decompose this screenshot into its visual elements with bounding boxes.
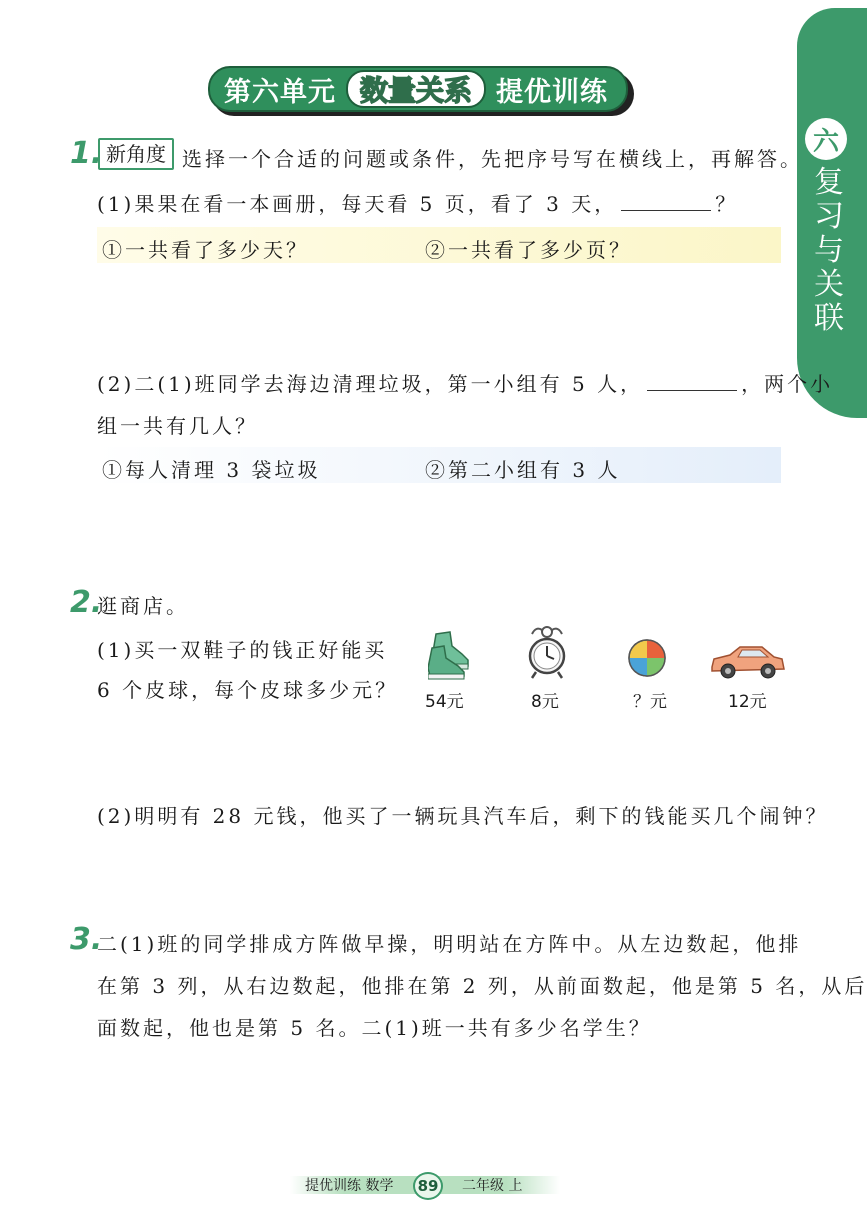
q1-part2-option2: ②第二小组有 3 人 bbox=[425, 458, 621, 482]
ball-price: ？元 bbox=[633, 692, 667, 712]
answer-blank[interactable] bbox=[621, 192, 711, 211]
q1-prompt: 选择一个合适的问题或条件，先把序号写在横线上，再解答。 bbox=[182, 147, 803, 171]
question-number-1: 1 . bbox=[70, 136, 102, 171]
q3-line1: 二(1)班的同学排成方阵做早操，明明站在方阵中。从左边数起，他排 bbox=[97, 932, 802, 956]
q1-part2-text-cont: 组一共有几人？ bbox=[97, 414, 258, 438]
page-header-banner bbox=[208, 67, 628, 111]
page-title: 提优训练 bbox=[496, 76, 609, 108]
ball-icon bbox=[627, 638, 667, 678]
q1-part1-option1: ①一共看了多少天？ bbox=[102, 238, 309, 262]
q1-part2-text: (2)二(1)班同学去海边清理垃圾，第一小组有 5 人， ，两个小 bbox=[97, 372, 834, 396]
q1-part1-option2: ②一共看了多少页？ bbox=[425, 238, 632, 262]
page-number: 89 bbox=[413, 1172, 443, 1200]
answer-blank[interactable] bbox=[647, 372, 737, 391]
q2-part2-text: (2)明明有 28 元钱，他买了一辆玩具汽车后，剩下的钱能买几个闹钟？ bbox=[97, 804, 829, 828]
footer-book-label: 提优训练 数学 bbox=[305, 1178, 394, 1194]
q3-line3: 面数起，他也是第 5 名。二(1)班一共有多少名学生？ bbox=[97, 1016, 652, 1040]
shoes-price: 54元 bbox=[425, 692, 464, 712]
q2-prompt: 逛商店。 bbox=[97, 594, 189, 618]
q2-part1-line1: (1)买一双鞋子的钱正好能买 bbox=[97, 638, 388, 662]
q1-part2-option1: ①每人清理 3 袋垃圾 bbox=[102, 458, 321, 482]
q2-part1-line2: 6 个皮球，每个皮球多少元？ bbox=[97, 678, 399, 702]
toy-car-price: 12元 bbox=[728, 692, 767, 712]
shoes-icon bbox=[428, 628, 474, 680]
unit-label: 第六单元 bbox=[224, 76, 336, 108]
q3-line2: 在第 3 列，从右边数起，他排在第 2 列，从前面数起，他是第 5 名，从后 bbox=[97, 974, 867, 998]
question-number-3: 3 . bbox=[70, 922, 102, 957]
toy-car-icon bbox=[708, 645, 786, 679]
chapter-title: 复 习 与 关 联 bbox=[814, 165, 844, 336]
topic-pill bbox=[346, 70, 486, 108]
alarm-clock-price: 8元 bbox=[531, 692, 559, 712]
question-number-2: 2 . bbox=[70, 585, 102, 620]
footer-grade-label: 二年级 上 bbox=[462, 1178, 523, 1194]
side-chapter-tab bbox=[797, 8, 867, 418]
alarm-clock-icon bbox=[526, 624, 568, 680]
new-angle-tag: 新角度 bbox=[98, 138, 174, 170]
chapter-number: 六 bbox=[805, 118, 847, 160]
topic-label: 数量关系 bbox=[360, 74, 473, 107]
q1-part1-text: (1)果果在看一本画册，每天看 5 页，看了 3 天， ？ bbox=[97, 192, 739, 216]
